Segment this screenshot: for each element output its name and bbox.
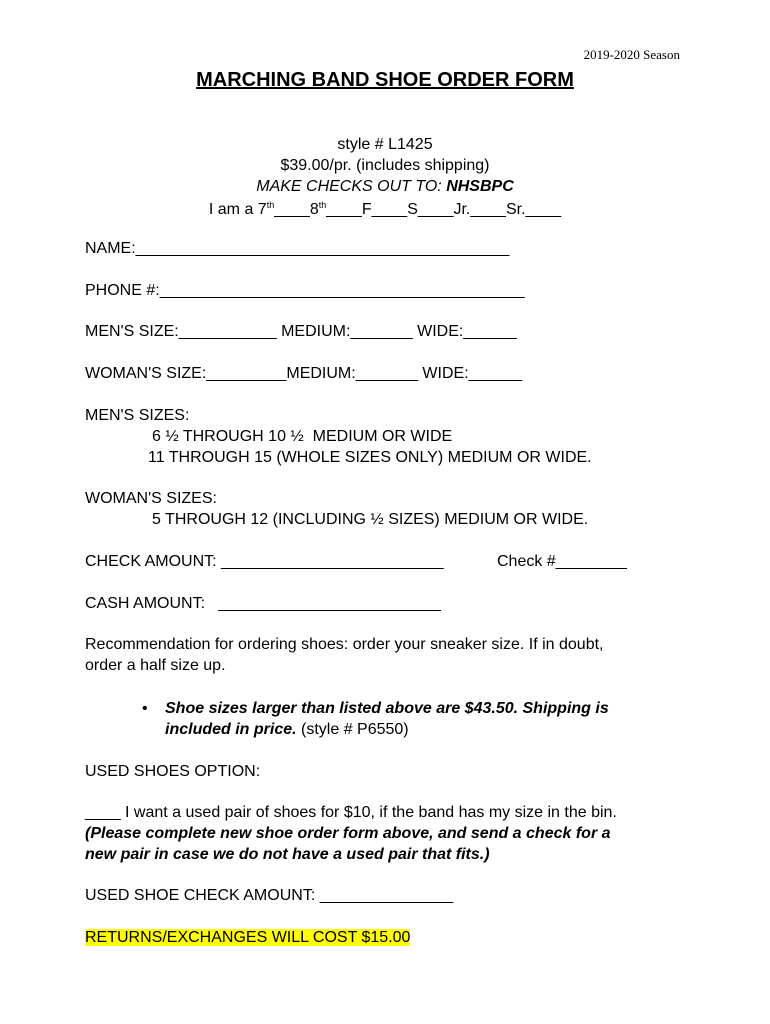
grade-line[interactable] (0, 200, 770, 221)
mens-sizes-line2: 11 THROUGH 15 (WHOLE SIZES ONLY) MEDIUM OR WIDE. (148, 449, 592, 466)
grade-prefix: I am a 7 (208, 201, 267, 218)
grade-sup-7th: th (266, 200, 275, 210)
checks-prefix: MAKE CHECKS OUT TO: (256, 178, 447, 195)
used-shoes-heading: USED SHOES OPTION: (85, 763, 261, 780)
style-number: style # L1425 (337, 136, 433, 153)
phone-field[interactable]: PHONE #:_________________________________________ (85, 282, 525, 299)
price-line: $39.00/pr. (includes shipping) (280, 157, 490, 174)
mens-size-field[interactable]: MEN'S SIZE:___________ MEDIUM:_______ WIDE:______ (85, 323, 517, 340)
name-field[interactable]: NAME:__________________________________________ (85, 240, 510, 257)
check-amount-field[interactable]: CHECK AMOUNT: _________________________ (85, 553, 444, 570)
womans-sizes-heading: WOMAN'S SIZES: (85, 490, 217, 507)
form-title: MARCHING BAND SHOE ORDER FORM (196, 69, 574, 91)
mens-sizes-line1: 6 ½ THROUGH 10 ½ MEDIUM OR WIDE (152, 428, 453, 445)
season-label: 2019-2020 Season (583, 47, 680, 62)
recommendation-line1: Recommendation for ordering shoes: order your sneaker size. If in doubt, (85, 636, 604, 653)
checks-payee: NHSBPC (446, 178, 514, 195)
used-shoes-note-line1: (Please complete new shoe order form above, and send a check for a (85, 825, 611, 842)
larger-sizes-note-line1: Shoe sizes larger than listed above are $43.50. Shipping is (165, 700, 609, 717)
used-shoes-note-line2: new pair in case we do not have a used pair that fits.) (85, 846, 490, 863)
cash-amount-field[interactable]: CASH AMOUNT: _________________________ (85, 595, 441, 612)
grade-blank-7th[interactable]: ____8 (274, 201, 319, 218)
bullet-icon: • (142, 700, 148, 717)
larger-sizes-note-line2 (165, 720, 409, 741)
checks-payable-line (0, 177, 770, 198)
recommendation-line2: order a half size up. (85, 657, 226, 674)
larger-sizes-note-bold: included in price. (165, 721, 297, 738)
grade-sup-8th: th (318, 200, 327, 210)
grade-blanks-rest[interactable]: ____F____S____Jr.____Sr.____ (326, 201, 562, 218)
returns-notice (85, 928, 410, 949)
used-check-amount-field[interactable]: USED SHOE CHECK AMOUNT: _______________ (85, 887, 454, 904)
womans-size-field[interactable]: WOMAN'S SIZE:_________MEDIUM:_______ WIDE:______ (85, 365, 523, 382)
larger-sizes-style: (style # P6550) (296, 721, 409, 738)
returns-highlight: RETURNS/EXCHANGES WILL COST $15.00 (85, 929, 411, 946)
mens-sizes-heading: MEN'S SIZES: (85, 407, 190, 424)
used-shoes-option[interactable]: ____ I want a used pair of shoes for $10, if the band has my size in the bin. (85, 804, 617, 821)
check-number-field[interactable]: Check #________ (497, 553, 627, 570)
womans-sizes-line1: 5 THROUGH 12 (INCLUDING ½ SIZES) MEDIUM OR WIDE. (152, 511, 589, 528)
